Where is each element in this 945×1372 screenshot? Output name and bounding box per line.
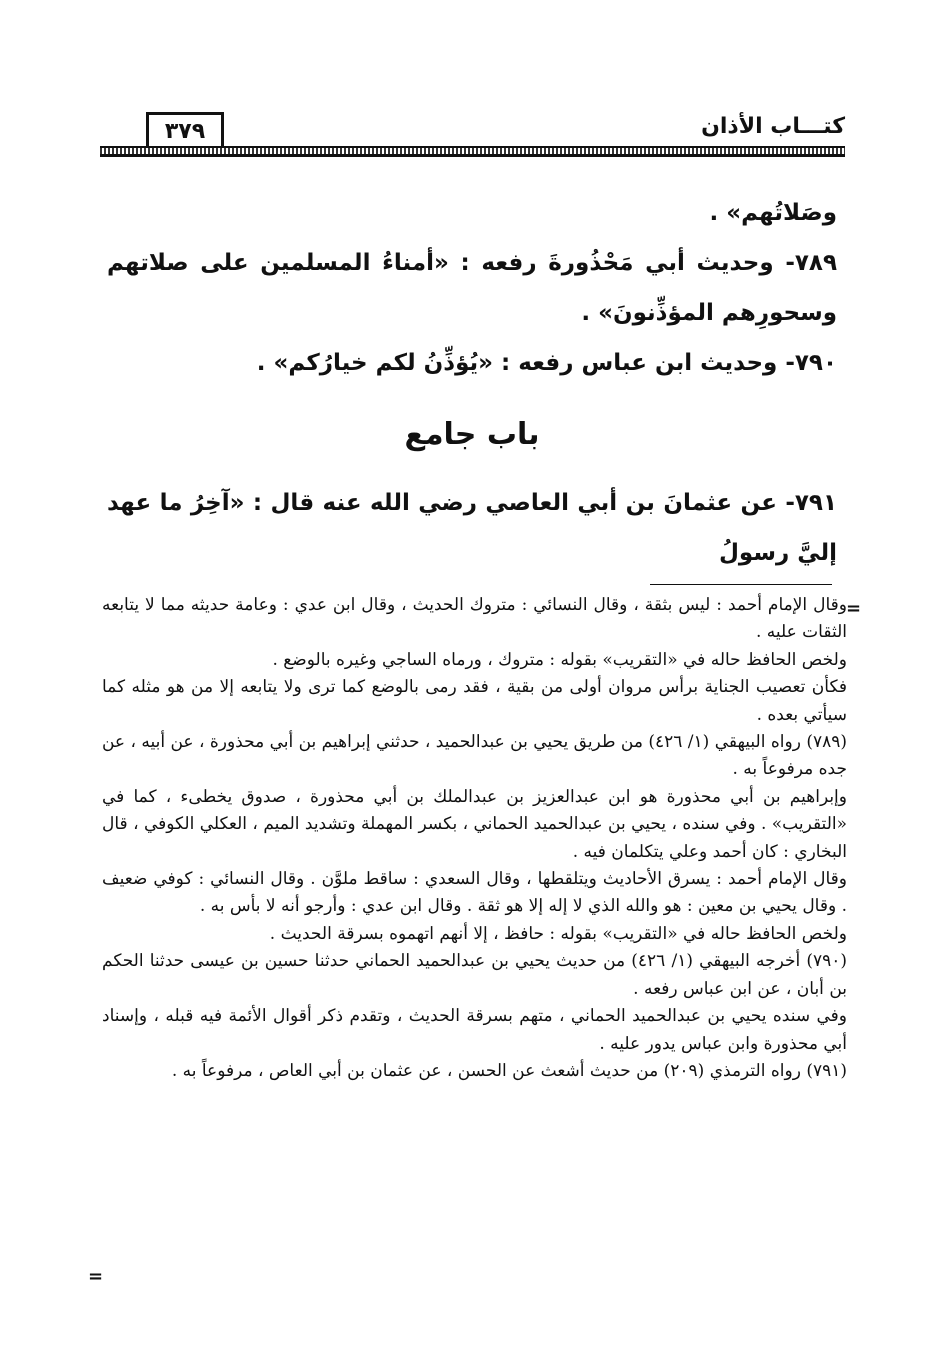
footnote-line: وقال الإمام أحمد : ليس بثقة ، وقال النسائي : متروك الحديث ، وقال ابن عدي : وعامة حديثه مما لا يتابعه الثقات عليه . [102, 595, 847, 643]
footnote-line: فكأن تعصيب الجناية برأس مروان أولى من بقية ، فقد رمى بالوضع كما ترى ولا يتابعه إلا من هو مثله كما سيأتي بعده . [102, 677, 847, 725]
header-rule [100, 146, 845, 157]
section-heading: باب جامع [404, 417, 540, 452]
hadith-791: ٧٩١- عن عثمانَ بن أبي العاصي رضي الله عنه قال : «آخِرُ ما عهد إليَّ رسولُ [107, 490, 837, 566]
continuation-mark-bottom: = [88, 1266, 104, 1287]
footnote-line: ولخص الحافظ حاله في «التقريب» بقوله : متروك ، ورماه الساجي وغيره بالوضع . [272, 649, 847, 670]
main-text [107, 188, 837, 578]
main-paragraph: وصَلاتُهم» . [709, 200, 837, 226]
footnote-790: (٧٩٠) أخرجه البيهقي (١/ ٤٢٦) من حديث يحيي بن عبدالحميد الحماني حدثنا حسين بن عيسى حدثنا الحكم بن أبان ، عن ابن عباس رفعه . [102, 951, 847, 999]
page-header [100, 108, 845, 156]
footnote-line: ولخص الحافظ حاله في «التقريب» بقوله : حافظ ، إلا أنهم اتهموه بسرقة الحديث . [269, 923, 847, 944]
footnote-789: (٧٨٩) رواه البيهقي (١/ ٤٢٦) من طريق يحيي بن عبدالحميد ، حدثني إبراهيم بن أبي محذورة ، عن أبيه ، عن جده مرفوعاً به . [101, 732, 847, 780]
continuation-mark-top: = [846, 598, 862, 619]
footnote-line: وإبراهيم بن أبي محذورة هو ابن عبدالعزيز بن عبدالملك بن أبي محذورة ، صدوق يخطىء ، كما في «التقريب» . وفي سنده ، يحيي بن عبدالحميد الحماني ، بكسر المهملة وتشديد الميم ، العكلي الكوفي ، قال البخاري : كان أحمد وعلي يتكلمان فيه . [102, 786, 847, 862]
footnote-line: وفي سنده يحيي بن عبدالحميد الحماني ، متهم بسرقة الحديث ، وتقدم ذكر أقوال الأئمة فيه قبله ، وإسناد أبي محذورة وابن عباس يدور عليه . [102, 1006, 847, 1054]
footnotes [102, 592, 847, 1085]
footnote-separator [650, 584, 832, 585]
footnote-791: (٧٩١) رواه الترمذي (٢٠٩) من حديث أشعث عن الحسن ، عن عثمان بن أبي العاص ، مرفوعاً به . [171, 1060, 847, 1081]
footnote-line: وقال الإمام أحمد : يسرق الأحاديث ويتلقطها ، وقال السعدي : ساقط ملوَّن . وقال النسائي : كوفي ضعيف . وقال يحيي بن معين : هو والله الذي لا إله إلا هو ثقة . وقال ابن عدي : وأرجو أنه لا بأس به . [102, 869, 847, 917]
page-number: ٣٧٩ [146, 112, 224, 147]
hadith-790: ٧٩٠- وحديث ابن عباس رفعه : «يُؤذِّنُ لكم خيارُكم» . [256, 350, 837, 376]
hadith-789: ٧٨٩- وحديث أبي مَحْذُورةَ رفعه : «أمناءُ المسلمين على صلاتهم وسحورِهم المؤذِّنونَ» . [107, 250, 837, 326]
book-title: كتـــاب الأذان [701, 114, 845, 139]
